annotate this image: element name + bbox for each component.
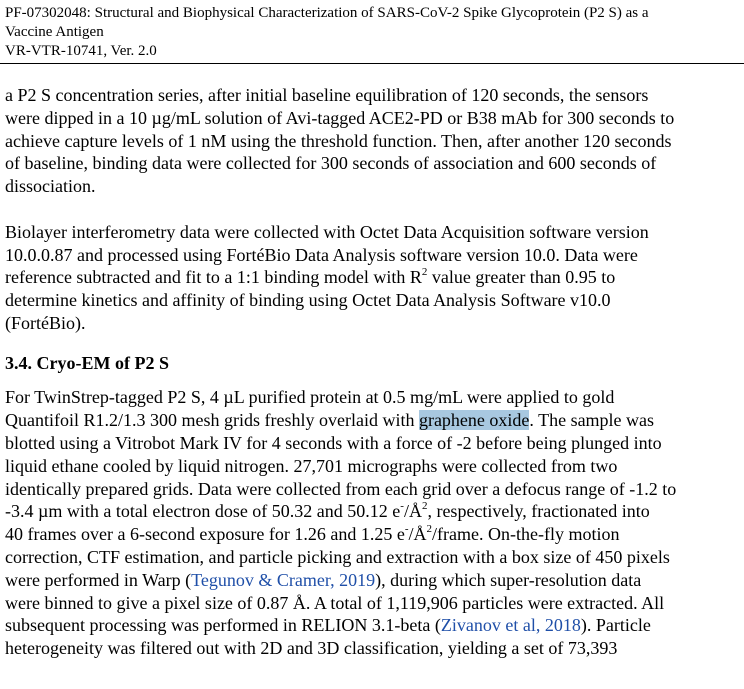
text-line: 10.0.0.87 and processed using FortéBio Data Analysis software version 10.0. Data were	[5, 244, 638, 265]
text-run: ). Particle	[580, 615, 651, 636]
document-body	[5, 84, 744, 689]
text-line	[5, 266, 744, 289]
text-line: For TwinStrep-tagged P2 S, 4 µL purified protein at 0.5 mg/mL were applied to gold	[5, 387, 615, 408]
text-line: a P2 S concentration series, after initial baseline equilibration of 120 seconds, the sensors	[5, 85, 649, 105]
text-run: 40 frames over a 6-second exposure for 1.26 and 1.25 e	[5, 524, 405, 545]
text-line	[5, 614, 744, 637]
superscript: 2	[421, 266, 428, 279]
text-line: identically prepared grids. Data were collected from each grid over a defocus range of -1.2 to	[5, 478, 677, 499]
text-run: value greater than 0.95 to	[427, 267, 616, 288]
header-title-line-2: Vaccine Antigen	[5, 24, 104, 40]
text-line	[5, 523, 744, 546]
text-line: were dipped in a 10 µg/mL solution of Avi-tagged ACE2-PD or B38 mAb for 300 seconds to	[5, 107, 675, 128]
text-line	[5, 569, 744, 592]
text-line: achieve capture levels of 1 nM using the threshold function. Then, after another 120 seconds	[5, 130, 672, 151]
text-line	[5, 409, 744, 432]
text-run: . The sample was	[529, 410, 655, 431]
selected-text-highlight[interactable]: graphene oxide	[418, 410, 530, 431]
text-line: of baseline, binding data were collected for 300 seconds of association and 600 seconds of	[5, 153, 657, 174]
text-run: Quantifoil R1.2/1.3 300 mesh grids freshly overlaid with	[5, 410, 419, 431]
superscript: -	[404, 523, 409, 536]
superscript: 2	[426, 523, 433, 536]
text-run: /Å	[408, 524, 427, 545]
section-heading: 3.4. Cryo-EM of P2 S	[5, 352, 169, 373]
document-header	[5, 4, 740, 61]
header-divider	[0, 63, 744, 64]
text-line: dissociation.	[5, 176, 96, 197]
text-run: ), during which super-resolution data	[375, 569, 642, 590]
citation-link-zivanov[interactable]: Zivanov et al, 2018	[440, 615, 581, 636]
text-line: were binned to give a pixel size of 0.87 Å. A total of 1,119,906 particles were extracted. All	[5, 592, 665, 613]
text-line: determine kinetics and affinity of binding using Octet Data Analysis Software v10.0	[5, 290, 611, 311]
header-title-line-1: PF-07302048: Structural and Biophysical Characterization of SARS-CoV-2 Spike Glycoprotein (P2 S) as a	[5, 5, 649, 21]
text-line: liquid ethane cooled by liquid nitrogen. 27,701 micrographs were collected from two	[5, 455, 618, 476]
text-line: correction, CTF estimation, and particle picking and extraction with a box size of 450 pixels	[5, 546, 670, 567]
text-run: -3.4 µm with a total electron dose of 50.32 and 50.12 e	[5, 501, 401, 522]
text-run: /Å	[403, 501, 422, 522]
superscript: 2	[421, 500, 428, 513]
text-line: heterogeneity was filtered out with 2D and 3D classification, yielding a set of 73,393	[5, 638, 618, 659]
superscript: -	[400, 500, 404, 513]
text-run: , respectively, fractionated into	[427, 501, 650, 522]
paragraph-bli-analysis	[5, 221, 744, 335]
text-line	[5, 500, 744, 523]
text-run: reference subtracted and fit to a 1:1 binding model with R	[5, 267, 422, 288]
text-run: /frame. On-the-fly motion	[432, 524, 620, 545]
text-line: Biolayer interferometry data were collected with Octet Data Acquisition software version	[5, 221, 649, 242]
header-document-id: VR-VTR-10741, Ver. 2.0	[5, 43, 157, 59]
text-line: (FortéBio).	[5, 312, 86, 333]
text-run: subsequent processing was performed in RELION 3.1-beta (	[5, 615, 441, 636]
citation-link-tegunov[interactable]: Tegunov & Cramer, 2019	[191, 569, 376, 590]
text-run: were performed in Warp (	[5, 569, 192, 590]
paragraph-cryo-em	[5, 386, 744, 660]
paragraph-bli-method	[5, 84, 744, 198]
text-line: blotted using a Vitrobot Mark IV for 4 seconds with a force of -2 before being plunged into	[5, 432, 662, 453]
